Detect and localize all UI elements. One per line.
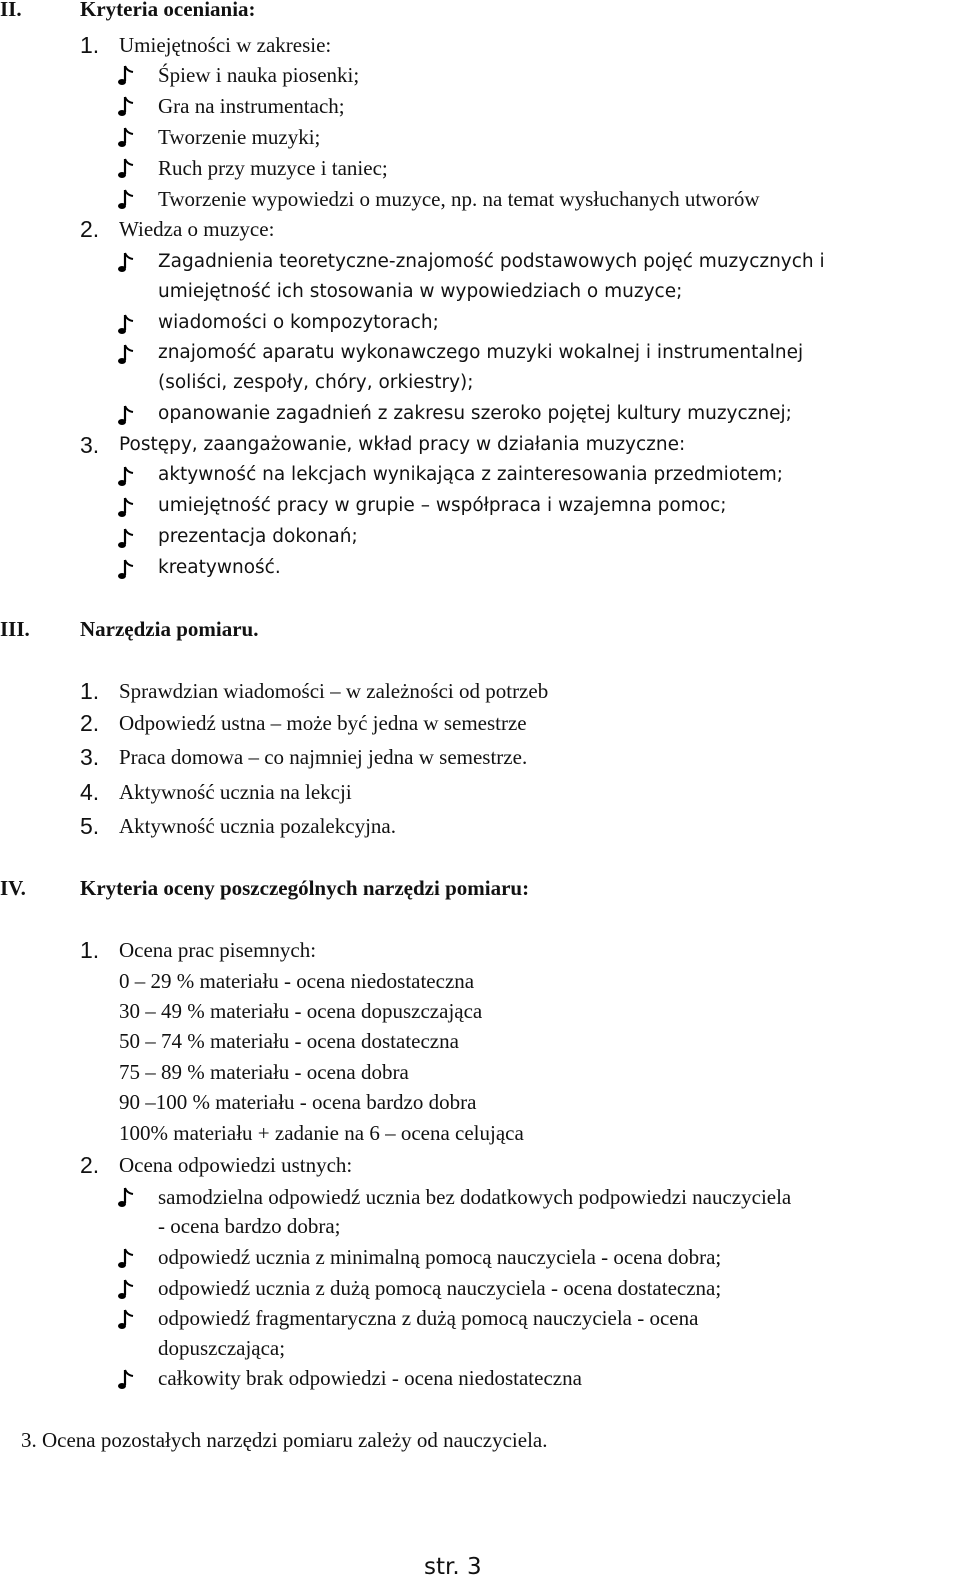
grade-row: 30 – 49 % materiału - ocena dopuszczająca	[119, 999, 483, 1023]
list-item: Ruch przy muzyce i taniec;	[158, 156, 388, 180]
list-item: umiejętność pracy w grupie – współpraca i wzajemna pomoc;	[158, 495, 727, 516]
item-number: 3.	[80, 432, 100, 458]
page-number: str. 3	[424, 1554, 482, 1580]
grade-row: 90 –100 % materiału - ocena bardzo dobra	[119, 1090, 477, 1114]
list-item: całkowity brak odpowiedzi - ocena niedostateczna	[158, 1366, 582, 1390]
music-note-icon	[118, 1308, 134, 1332]
music-note-icon	[118, 64, 134, 88]
list-item: Sprawdzian wiadomości – w zależności od potrzeb	[119, 679, 549, 703]
list-item: Tworzenie muzyki;	[158, 125, 321, 149]
list-item: prezentacja dokonań;	[158, 526, 358, 547]
section-numeral: IV.	[0, 876, 26, 900]
music-note-icon	[118, 404, 134, 428]
list-item: Aktywność ucznia na lekcji	[119, 780, 352, 804]
list-item: odpowiedź ucznia z dużą pomocą nauczyciela - ocena dostateczna;	[158, 1276, 722, 1300]
grade-row: 75 – 89 % materiału - ocena dobra	[119, 1060, 409, 1084]
music-note-icon	[118, 95, 134, 119]
item-number: 1.	[80, 937, 100, 963]
item-label: Ocena odpowiedzi ustnych:	[119, 1153, 353, 1177]
closing-note: 3. Ocena pozostałych narzędzi pomiaru zależy od nauczyciela.	[21, 1428, 548, 1452]
item-number: 3.	[80, 744, 100, 770]
item-number: 4.	[80, 779, 100, 805]
list-item: znajomość aparatu wykonawczego muzyki wokalnej i instrumentalnej	[158, 342, 804, 363]
item-number: 1.	[80, 678, 100, 704]
music-note-icon	[118, 527, 134, 551]
music-note-icon	[118, 157, 134, 181]
list-item: Aktywność ucznia pozalekcyjna.	[119, 814, 396, 838]
list-item-continuation: - ocena bardzo dobra;	[158, 1214, 341, 1238]
music-note-icon	[118, 343, 134, 367]
item-label: Wiedza o muzyce:	[119, 217, 275, 241]
section-title: Kryteria oceniania:	[80, 0, 256, 21]
list-item: Odpowiedź ustna – może być jedna w semestrze	[119, 711, 527, 735]
section-title: Kryteria oceny poszczególnych narzędzi pomiaru:	[80, 876, 530, 900]
music-note-icon	[118, 313, 134, 337]
grade-row: 50 – 74 % materiału - ocena dostateczna	[119, 1029, 459, 1053]
grade-row: 0 – 29 % materiału - ocena niedostateczna	[119, 969, 475, 993]
section-numeral: III.	[0, 617, 30, 641]
section-title: Narzędzia pomiaru.	[80, 617, 259, 641]
music-note-icon	[118, 465, 134, 489]
item-label: Umiejętności w zakresie:	[119, 33, 332, 57]
list-item: opanowanie zagadnień z zakresu szeroko pojętej kultury muzycznej;	[158, 403, 792, 424]
list-item-continuation: (soliści, zespoły, chóry, orkiestry);	[158, 372, 474, 393]
item-number: 5.	[80, 813, 100, 839]
item-label: Ocena prac pisemnych:	[119, 938, 317, 962]
music-note-icon	[118, 251, 134, 275]
list-item: wiadomości o kompozytorach;	[158, 312, 439, 333]
list-item: aktywność na lekcjach wynikająca z zainteresowania przedmiotem;	[158, 464, 784, 485]
list-item-continuation: umiejętność ich stosowania w wypowiedziach o muzyce;	[158, 281, 683, 302]
list-item: Praca domowa – co najmniej jedna w semestrze.	[119, 745, 528, 769]
item-number: 1.	[80, 32, 100, 58]
list-item-continuation: dopuszczająca;	[158, 1336, 286, 1360]
music-note-icon	[118, 188, 134, 212]
music-note-icon	[118, 558, 134, 582]
music-note-icon	[118, 1368, 134, 1392]
music-note-icon	[118, 126, 134, 150]
grade-row: 100% materiału + zadanie na 6 – ocena celująca	[119, 1121, 524, 1145]
item-label: Postępy, zaangażowanie, wkład pracy w działania muzyczne:	[119, 434, 686, 455]
list-item: odpowiedź ucznia z minimalną pomocą nauczyciela - ocena dobra;	[158, 1245, 722, 1269]
list-item: odpowiedź fragmentaryczna z dużą pomocą nauczyciela - ocena	[158, 1306, 699, 1330]
item-number: 2.	[80, 216, 100, 242]
list-item: Gra na instrumentach;	[158, 94, 345, 118]
music-note-icon	[118, 496, 134, 520]
music-note-icon	[118, 1247, 134, 1271]
list-item: kreatywność.	[158, 557, 281, 578]
list-item: samodzielna odpowiedź ucznia bez dodatkowych podpowiedzi nauczyciela	[158, 1185, 792, 1209]
list-item: Śpiew i nauka piosenki;	[158, 63, 360, 87]
section-numeral: II.	[0, 0, 22, 21]
list-item: Tworzenie wypowiedzi o muzyce, np. na temat wysłuchanych utworów	[158, 187, 760, 211]
item-number: 2.	[80, 710, 100, 736]
music-note-icon	[118, 1278, 134, 1302]
music-note-icon	[118, 1186, 134, 1210]
list-item: Zagadnienia teoretyczne-znajomość podstawowych pojęć muzycznych i	[158, 251, 825, 272]
item-number: 2.	[80, 1152, 100, 1178]
